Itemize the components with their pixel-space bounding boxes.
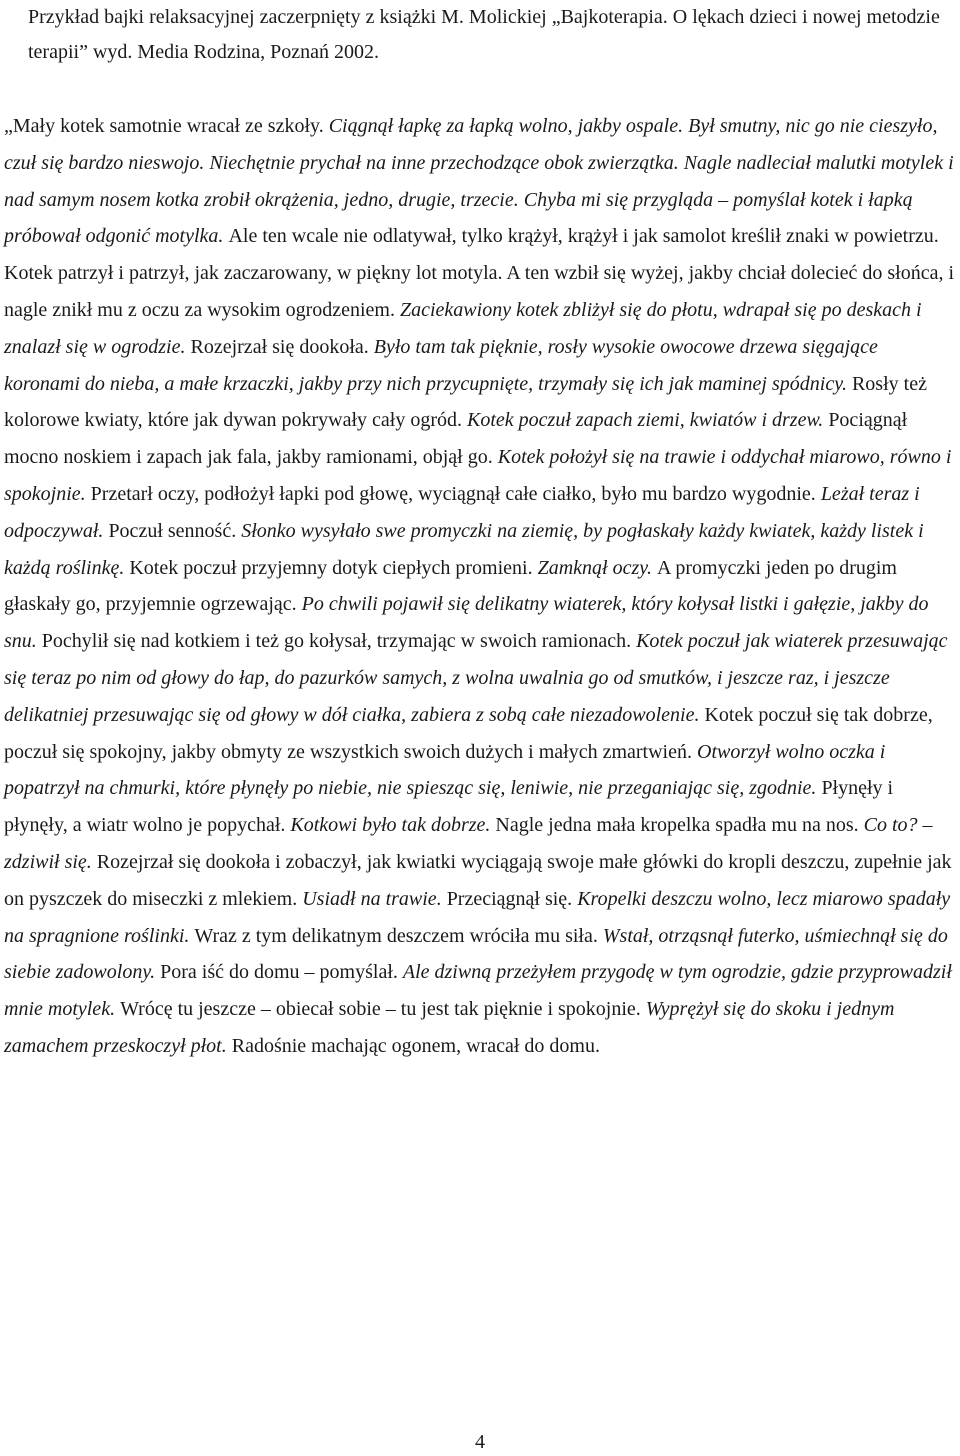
story-segment: Radośnie machając ogonem, wracał do domu. [231, 1034, 600, 1057]
story-segment: Pochylił się nad kotkiem i też go kołysał, trzymając w swoich ramionach. [41, 630, 637, 653]
story-segment: A ten wzbił się wyżej, jakby chciał dolecieć do słońca, i nagle znikł mu z oczu za wysokim ogrodzeniem. [4, 262, 955, 321]
story-segment: Kotek poczuł zapach ziemi, kwiatów i drzew. [467, 409, 829, 432]
page-number: 4 [475, 1431, 485, 1453]
story-segment: Wstał, otrząsnął futerko, uśmiechnął się do siebie zadowolony. [4, 924, 948, 984]
story-segment: Słonko wysyłało swe promyczki na ziemię, by pogłaskały każdy kwiatek, każdy listek i każdą roślinkę. [4, 519, 924, 579]
story-segment: Było tam tak pięknie, rosły wysokie owocowe drzewa sięgające koronami do nieba, a małe krzaczki, jakby przy nich przycupnięte, trzymały się ich jak maminej spódnicy. [4, 335, 878, 395]
story-segment: Ale dziwną przeżyłem przygodę w tym ogrodzie, gdzie przyprowadził mnie motylek. [4, 961, 952, 1021]
story-segment: Przeciągnął się. [446, 887, 578, 910]
source-citation: Przykład bajki relaksacyjnej zaczerpnięty z książki M. Molickiej „Bajkoterapia. O lękach dzieci i nowej metodzie terapii” wyd. Media Rodzina, Poznań 2002. [28, 6, 940, 63]
story-segment: Kotkowi było tak dobrze. [290, 814, 496, 837]
story-text [4, 108, 956, 1065]
story-segment: Ciągnął łapkę za łapką wolno, jakby ospale. Był smutny, nic go nie cieszyło, czuł się bardzo nieswojo. Niechętnie prychał na inne przechodzące obok zwierzątka. Nagle nadleciał malutki motylek i nad samym nosem kotka zrobił okrążenia, jedno, drugie, trzecie. Chyba mi się przygląda – pomyślał kotek i łapką próbował odgonić motylka. [4, 115, 954, 248]
story-segment: Kotek patrzył i patrzył, jak zaczarowany, w piękny lot motyla. [4, 262, 507, 285]
story-segment: Wyprężył się do skoku i jednym zamachem przeskoczył płot. [4, 998, 895, 1057]
story-segment: Wrócę tu jeszcze – obiecał sobie – tu jest tak pięknie i spokojnie. [120, 998, 646, 1021]
story-segment: Pociągnął mocno noskiem i zapach jak fala, jakby ramionami, objął go. [4, 409, 908, 469]
story-segment: Zamknął oczy. [537, 556, 658, 579]
story-segment: Zaciekawiony kotek zbliżył się do płotu, wdrapał się po deskach i znalazł się w ogrodzie. [4, 298, 922, 358]
story-segment: Kotek poczuł się tak dobrze, poczuł się spokojny, jakby obmyty ze wszystkich swoich dużych i małych zmartwień. [4, 703, 933, 763]
story-segment: Płynęły i płynęły, a wiatr wolno je popychał. [4, 777, 894, 837]
story-segment: Nagle jedna mała kropelka spadła mu na nos. [495, 814, 864, 837]
story-segment: Rozejrzał się dookoła. [190, 335, 374, 358]
story-segment: Leżał teraz i odpoczywał. [4, 482, 920, 542]
story-segment: Po chwili pojawił się delikatny wiaterek, który kołysał listki i gałęzie, jakby do snu. [4, 593, 929, 653]
story-segment: Rosły też kolorowe kwiaty, które jak dywan pokrywały cały ogród. [4, 372, 927, 432]
story-segment: Poczuł senność. [108, 519, 242, 542]
story-segment: Usiadł na trawie. [302, 887, 447, 910]
story-segment: Co to? – zdziwił się. [4, 814, 933, 873]
story-segment: Kotek poczuł jak wiaterek przesuwając się teraz po nim od głowy do łap, do pazurków samych, z wolna uwalnia go od smutków, i jeszcze raz, i jeszcze delikatniej przesuwając się od głowy w dół ciałka, zabiera z sobą całe niezadowolenie. [4, 630, 948, 726]
story-segment: A promyczki jeden po drugim głaskały go, przyjemnie ogrzewając. [4, 556, 897, 616]
story-segment: „Mały kotek samotnie wracał ze szkoły. [4, 115, 329, 137]
story-segment: Ale ten wcale nie odlatywał, tylko krążył, krążył i jak samolot kreślił znaki w powietrzu. [228, 225, 939, 248]
story-segment: Kotek położył się na trawie i oddychał miarowo, równo i spokojnie. [4, 446, 952, 505]
story-segment: Kotek poczuł przyjemny dotyk ciepłych promieni. [129, 556, 538, 579]
story-segment: Kropelki deszczu wolno, lecz miarowo spadały na spragnione roślinki. [4, 887, 951, 947]
story-segment: Wraz z tym delikatnym deszczem wróciła mu siła. [194, 924, 603, 947]
story-segment: Pora iść do domu – pomyślał. [160, 961, 403, 984]
story-segment: Otworzył wolno oczka i popatrzył na chmurki, które płynęły po niebie, nie spiesząc się, leniwie, nie przeganiając się, zgodnie. [4, 740, 886, 800]
story-segment: Przetarł oczy, podłożył łapki pod głowę, wyciągnął całe ciałko, było mu bardzo wygodnie. [90, 482, 821, 505]
story-segment: Rozejrzał się dookoła i zobaczył, jak kwiatki wyciągają swoje małe główki do kropli deszczu, zupełnie jak on pyszczek do miseczki z mlekiem. [4, 850, 952, 910]
